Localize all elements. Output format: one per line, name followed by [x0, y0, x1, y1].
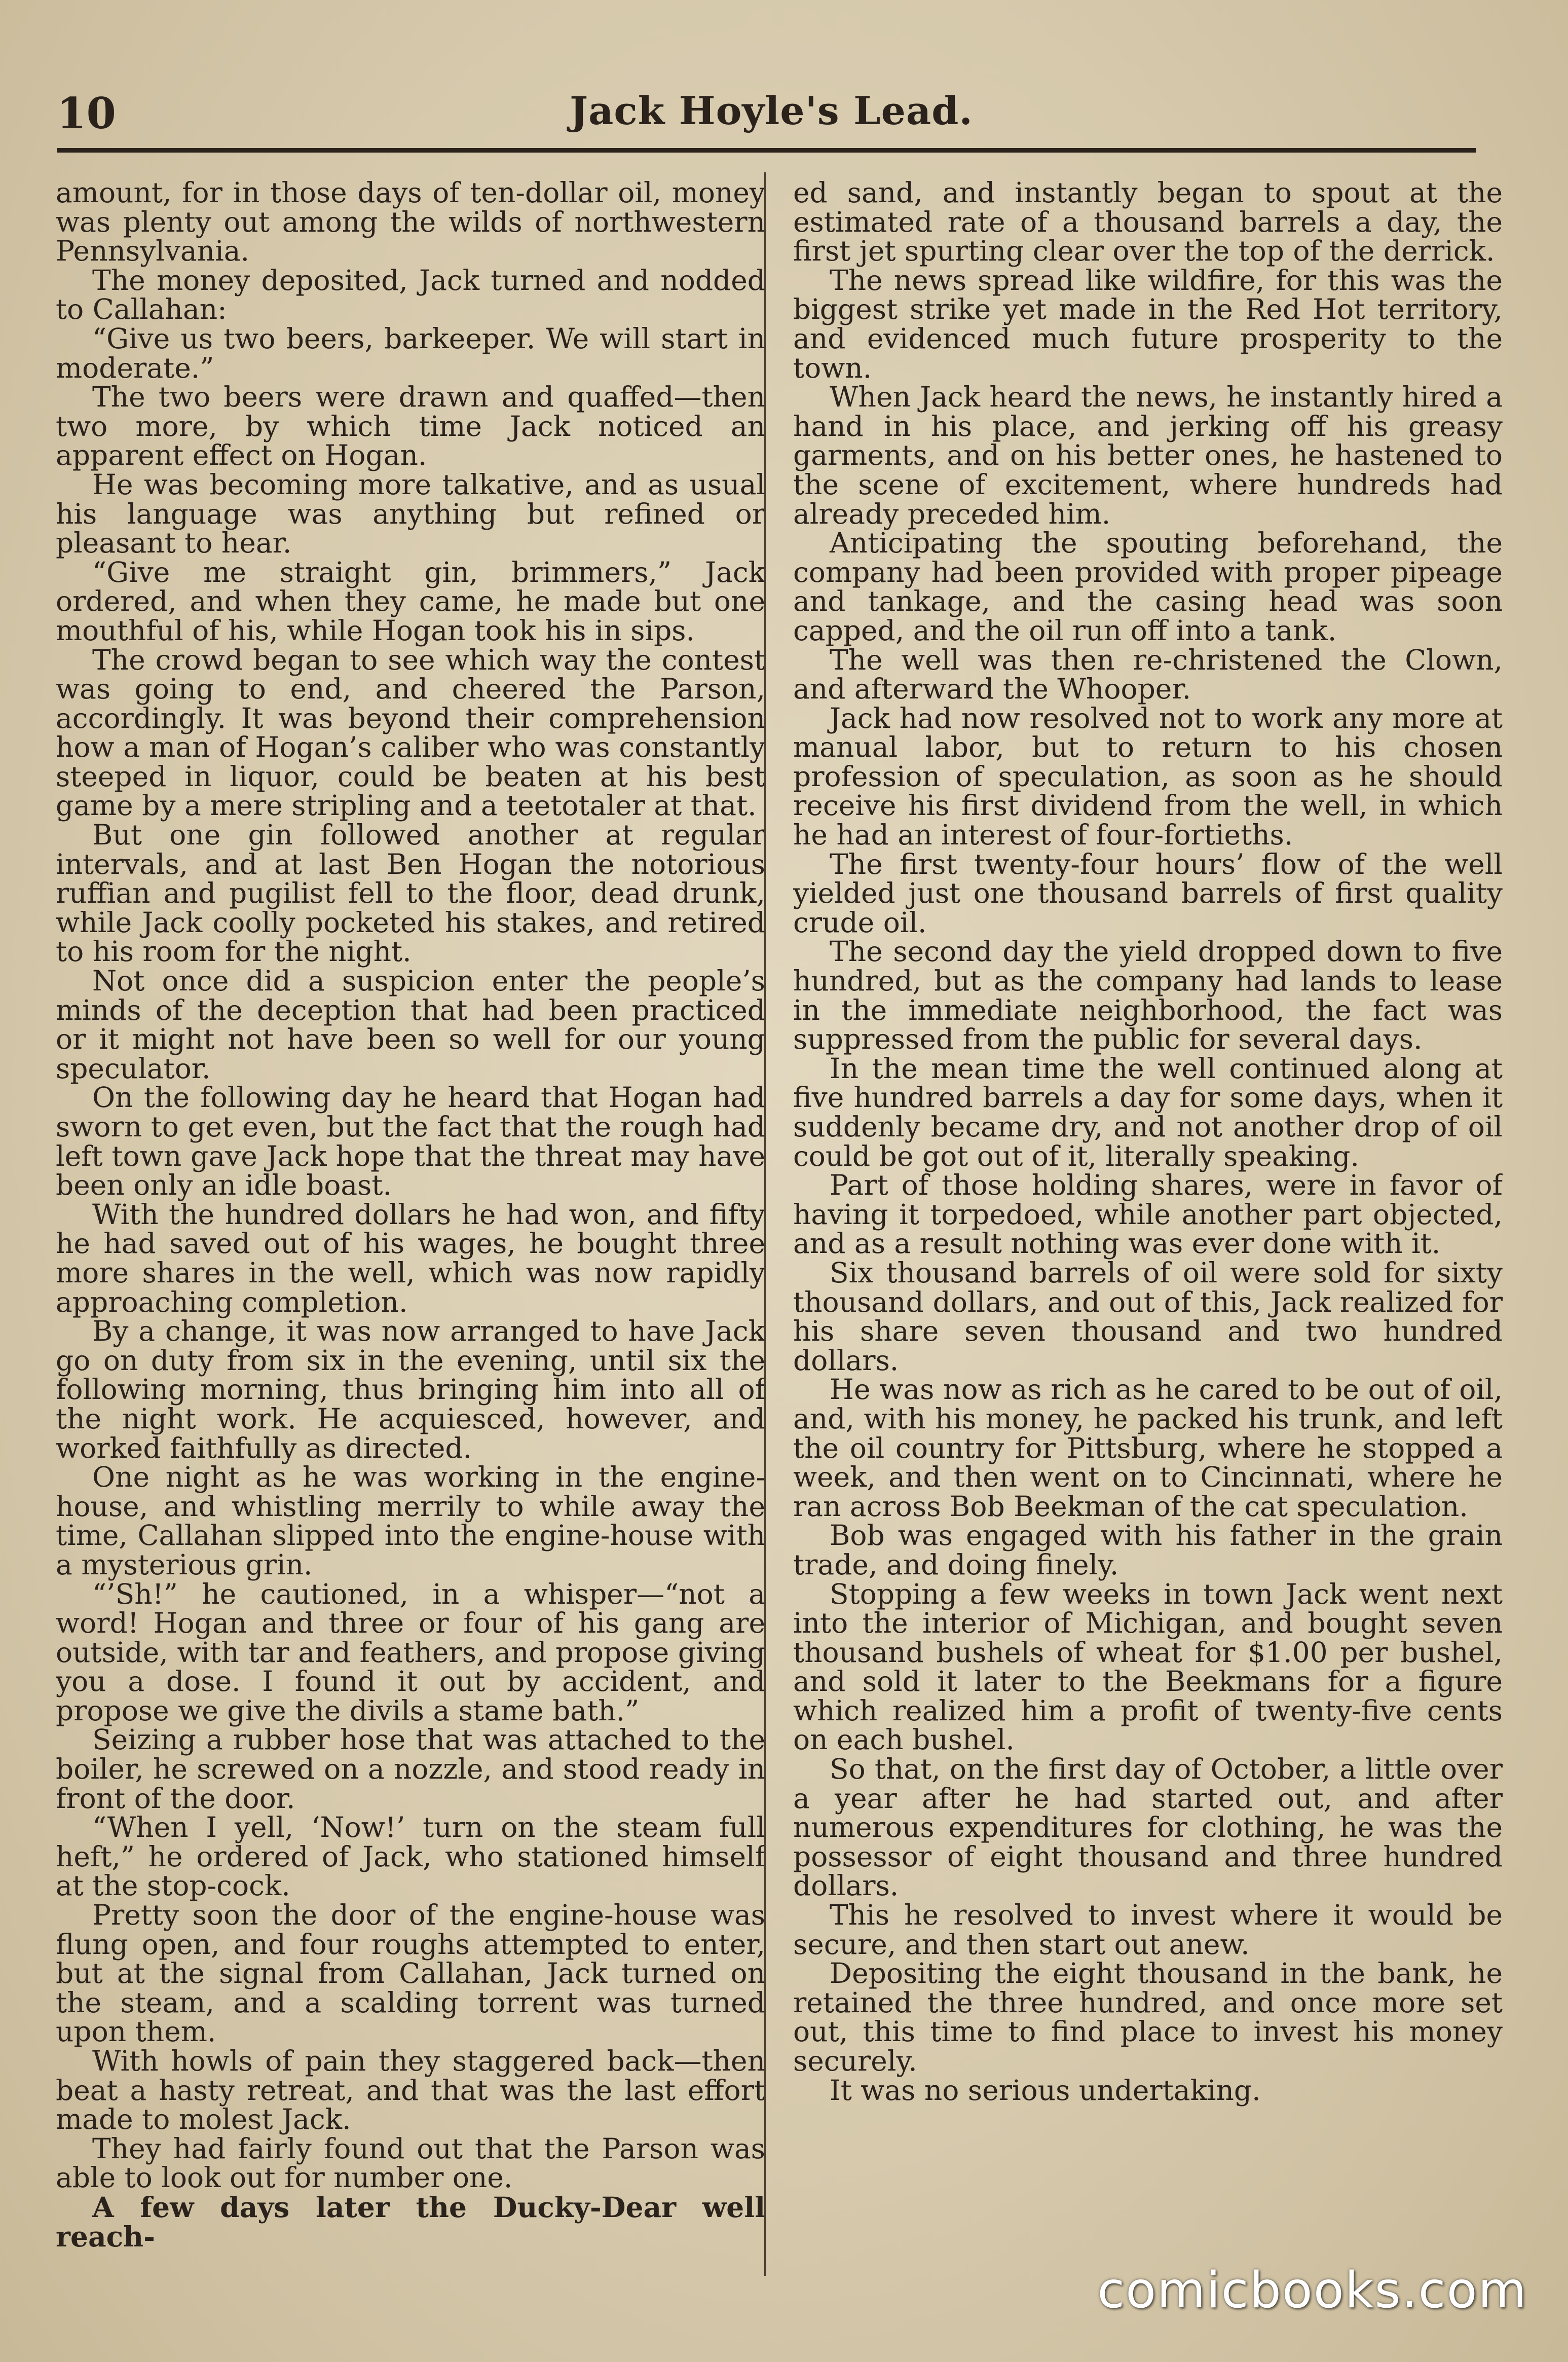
paragraph: Six thousand barrels of oil were sold for sixty thousand dollars, and out of this, Jack realized for his share seven thousand and two hundred dollars. — [793, 1256, 1503, 1377]
paragraph: So that, on the first day of October, a little over a year after he had started out, and after numerous expenditures for clothing, he was the possessor of eight thousand and three hundred dollars. — [793, 1753, 1503, 1902]
paragraph: This he resolved to invest where it would be secure, and then start out anew. — [793, 1899, 1503, 1961]
page-number: 10 — [57, 88, 116, 138]
paragraph: “Give me straight gin, brimmers,” Jack ordered, and when they came, he made but one mouthful of his, while Hogan took his in sips. — [56, 556, 765, 647]
paragraph: “Give us two beers, barkeeper. We will start in moderate.” — [56, 322, 765, 384]
paragraph: But one gin followed another at regular intervals, and at last Ben Hogan the notorious ruffian and pugilist fell to the floor, dead drunk, while Jack coolly pocketed his stakes, and retired to his room for the night. — [56, 819, 765, 968]
paragraph: Stopping a few weeks in town Jack went next into the interior of Michigan, and bought seven thousand bushels of wheat for $1.00 per bushel, and sold it later to the Beekmans for a figure which realized him a profit of twenty-five cents on each bushel. — [793, 1577, 1503, 1756]
paragraph: He was now as rich as he cared to be out of oil, and, with his money, he packed his trunk, and left the oil country for Pittsburg, where he stopped a week, and then went on to Cincinnati, where he ran across Bob Beekman of the cat speculation. — [793, 1373, 1503, 1523]
paragraph: Anticipating the spouting beforehand, the company had been provided with proper pipeage and tankage, and the casing head was soon capped, and the oil run off into a tank. — [793, 527, 1503, 647]
paragraph: In the mean time the well continued along at five hundred barrels a day for some days, when it suddenly became dry, and not another drop of oil could be got out of it, literally speaking. — [793, 1052, 1503, 1172]
left-column — [56, 178, 765, 2277]
paragraph: By a change, it was now arranged to have Jack go on duty from six in the evening, until six the following morning, thus bringing him into all of the night work. He acquiesced, however, and worked faithfully as directed. — [56, 1315, 765, 1464]
paragraph: When Jack heard the news, he instantly hired a hand in his place, and jerking off his greasy garments, and on his better ones, he hastened to the scene of excitement, where hundreds had already preceded him. — [793, 381, 1503, 530]
paragraph: amount, for in those days of ten-dollar oil, money was plenty out among the wilds of northwestern Pennsylvania. — [56, 178, 765, 268]
paragraph: ed sand, and instantly began to spout at the estimated rate of a thousand barrels a day, the first jet spurting clear over the top of the derrick. — [793, 178, 1503, 268]
paragraph: With howls of pain they staggered back—then beat a hasty retreat, and that was the last effort made to molest Jack. — [56, 2045, 765, 2136]
paragraph: The well was then re-christened the Clown, and afterward the Whooper. — [793, 643, 1503, 706]
paragraph: Not once did a suspicion enter the people’s minds of the deception that had been practiced or it might not have been so well for our young speculator. — [56, 965, 765, 1085]
paragraph: Seizing a rubber hose that was attached to the boiler, he screwed on a nozzle, and stood ready in front of the door. — [56, 1723, 765, 1815]
paragraph: He was becoming more talkative, and as usual his language was anything but refined or pleasant to hear. — [56, 468, 765, 560]
paragraph: “When I yell, ‘Now!’ turn on the steam full heft,” he ordered of Jack, who stationed himself at the stop-cock. — [56, 1811, 765, 1902]
column-divider — [764, 172, 766, 2276]
paragraph: Jack had now resolved not to work any more at manual labor, but to return to his chosen profession of speculation, as soon as he should receive his first dividend from the well, in which he had an interest of four-fortieths. — [793, 702, 1503, 852]
running-title: Jack Hoyle's Lead. — [570, 88, 973, 133]
paragraph: The two beers were drawn and quaffed—then two more, by which time Jack noticed an apparent effect on Hogan. — [56, 381, 765, 472]
paragraph: The news spread like wildfire, for this was the biggest strike yet made in the Red Hot territory, and evidenced much future prosperity to the town. — [793, 264, 1503, 384]
paragraph: A few days later the Ducky-Dear well reach- — [56, 2190, 765, 2253]
right-column — [793, 178, 1503, 2277]
paragraph: They had fairly found out that the Parson was able to look out for number one. — [56, 2132, 765, 2194]
paragraph: Pretty soon the door of the engine-house was flung open, and four roughs attempted to enter, but at the signal from Callahan, Jack turned on the steam, and a scalding torrent was turned upon them. — [56, 1899, 765, 2048]
paragraph: One night as he was working in the engine-house, and whistling merrily to while away the time, Callahan slipped into the engine-house with a mysterious grin. — [56, 1461, 765, 1581]
watermark: comicbooks.com — [1097, 2262, 1527, 2319]
paragraph: On the following day he heard that Hogan had sworn to get even, but the fact that the rough had left town gave Jack hope that the threat may have been only an idle boast. — [56, 1081, 765, 1202]
paragraph: Depositing the eight thousand in the bank, he retained the three hundred, and once more set out, this time to find place to invest his money securely. — [793, 1957, 1503, 2077]
page-header — [57, 85, 1486, 141]
paragraph: The money deposited, Jack turned and nodded to Callahan: — [56, 264, 765, 326]
paragraph: With the hundred dollars he had won, and fifty he had saved out of his wages, he bought three more shares in the well, which was now rapidly approaching completion. — [56, 1198, 765, 1318]
paragraph: Bob was engaged with his father in the grain trade, and doing finely. — [793, 1519, 1503, 1581]
paragraph: Part of those holding shares, were in favor of having it torpedoed, while another part objected, and as a result nothing was ever done with it. — [793, 1169, 1503, 1260]
paragraph: “’Sh!” he cautioned, in a whisper—“not a word! Hogan and three or four of his gang are outside, with tar and feathers, and propose giving you a dose. I found it out by accident, and propose we give the divils a stame bath.” — [56, 1577, 765, 1727]
header-rule — [57, 148, 1476, 153]
paragraph: The first twenty-four hours’ flow of the well yielded just one thousand barrels of first quality crude oil. — [793, 847, 1503, 939]
paragraph: The crowd began to see which way the contest was going to end, and cheered the Parson, accordingly. It was beyond their comprehension how a man of Hogan’s caliber who was constantly steeped in liquor, could be beaten at his best game by a mere stripling and a teetotaler at that. — [56, 643, 765, 822]
paragraph: The second day the yield dropped down to five hundred, but as the company had lands to lease in the immediate neighborhood, the fact was suppressed from the public for several days. — [793, 935, 1503, 1056]
paragraph: It was no serious undertaking. — [830, 2074, 1261, 2107]
